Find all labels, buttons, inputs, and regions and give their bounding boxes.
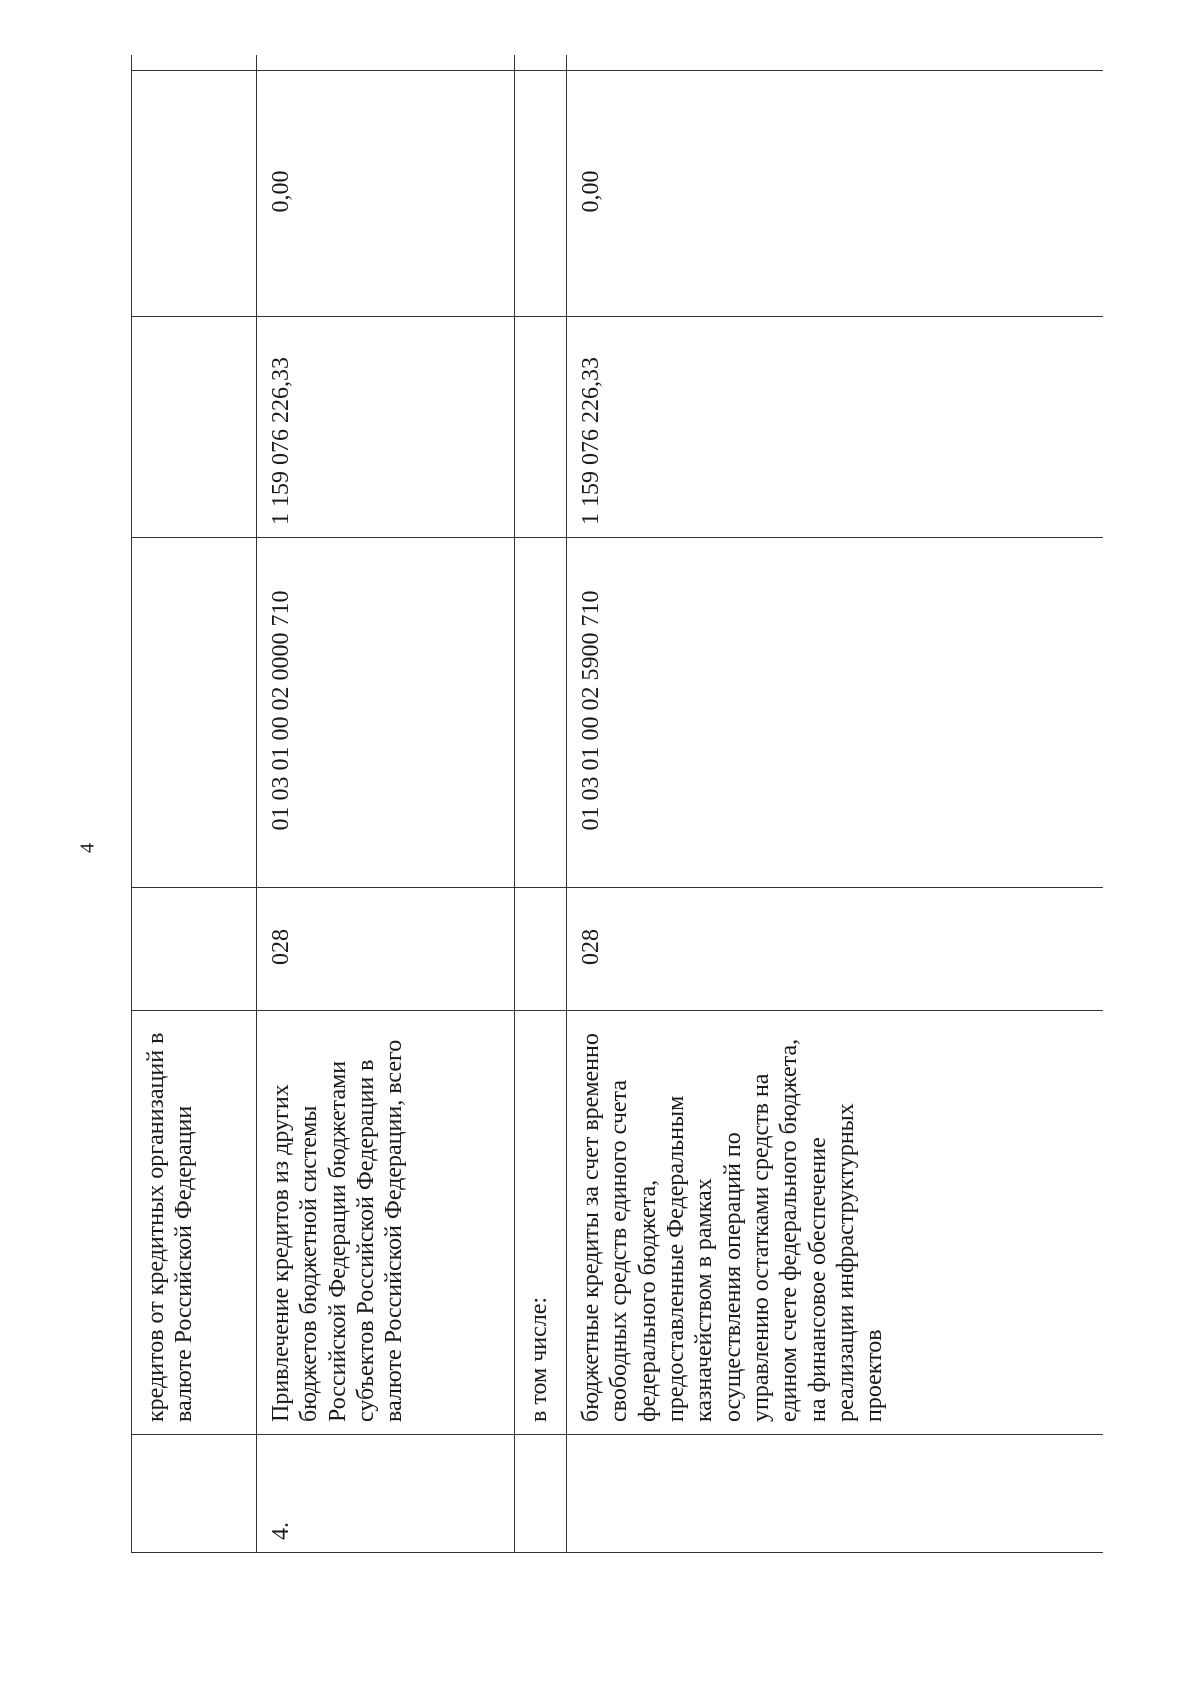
value-1-cell: 0,00 [257, 71, 515, 317]
value-2-cell [567, 55, 1104, 71]
table-row [257, 55, 515, 1553]
row-name-cell: кредитов от кредитных организаций в валюте Российской Федерации [132, 1011, 257, 1435]
page-number: 4 [76, 843, 99, 853]
value-2-cell [257, 55, 515, 71]
budget-code-cell [515, 538, 567, 888]
value-2-cell [132, 55, 257, 71]
table-frame [131, 55, 1103, 1553]
row-number-cell [567, 1435, 1104, 1553]
amount-cell [515, 317, 567, 538]
rotated-table-container [131, 55, 1103, 1553]
row-number-cell [132, 1435, 257, 1553]
admin-code-cell [132, 888, 257, 1011]
budget-code-cell: 01 03 01 00 02 5900 710 [567, 538, 1104, 888]
value-1-cell [132, 71, 257, 317]
financing-sources-table [131, 55, 1103, 1553]
row-number-cell [515, 1435, 567, 1553]
amount-cell: 1 159 076 226,33 [567, 317, 1104, 538]
amount-cell [132, 317, 257, 538]
value-1-cell: 0,00 [567, 71, 1104, 317]
amount-cell: 1 159 076 226,33 [257, 317, 515, 538]
value-1-cell [515, 71, 567, 317]
table-row [515, 55, 567, 1553]
value-2-cell [515, 55, 567, 71]
admin-code-cell: 028 [257, 888, 515, 1011]
table-row [132, 55, 257, 1553]
table-row [567, 55, 1104, 1553]
budget-code-cell: 01 03 01 00 02 0000 710 [257, 538, 515, 888]
row-name-cell: в том числе: [515, 1011, 567, 1435]
admin-code-cell [515, 888, 567, 1011]
admin-code-cell: 028 [567, 888, 1104, 1011]
row-name-cell: бюджетные кредиты за счет временно свободных средств единого счета федерального бюджета, предоставленные Федеральным казначейством в рамках осуществления операций по управлению остатками средств на едином счете федерального бюджета, на финансовое обеспечение реализации инфраструктурных проектов [567, 1011, 1104, 1435]
row-number-cell: 4. [257, 1435, 515, 1553]
row-name-cell: Привлечение кредитов из других бюджетов бюджетной системы Российской Федерации бюджетами субъектов Российской Федерации в валюте Российской Федерации, всего [257, 1011, 515, 1435]
budget-code-cell [132, 538, 257, 888]
